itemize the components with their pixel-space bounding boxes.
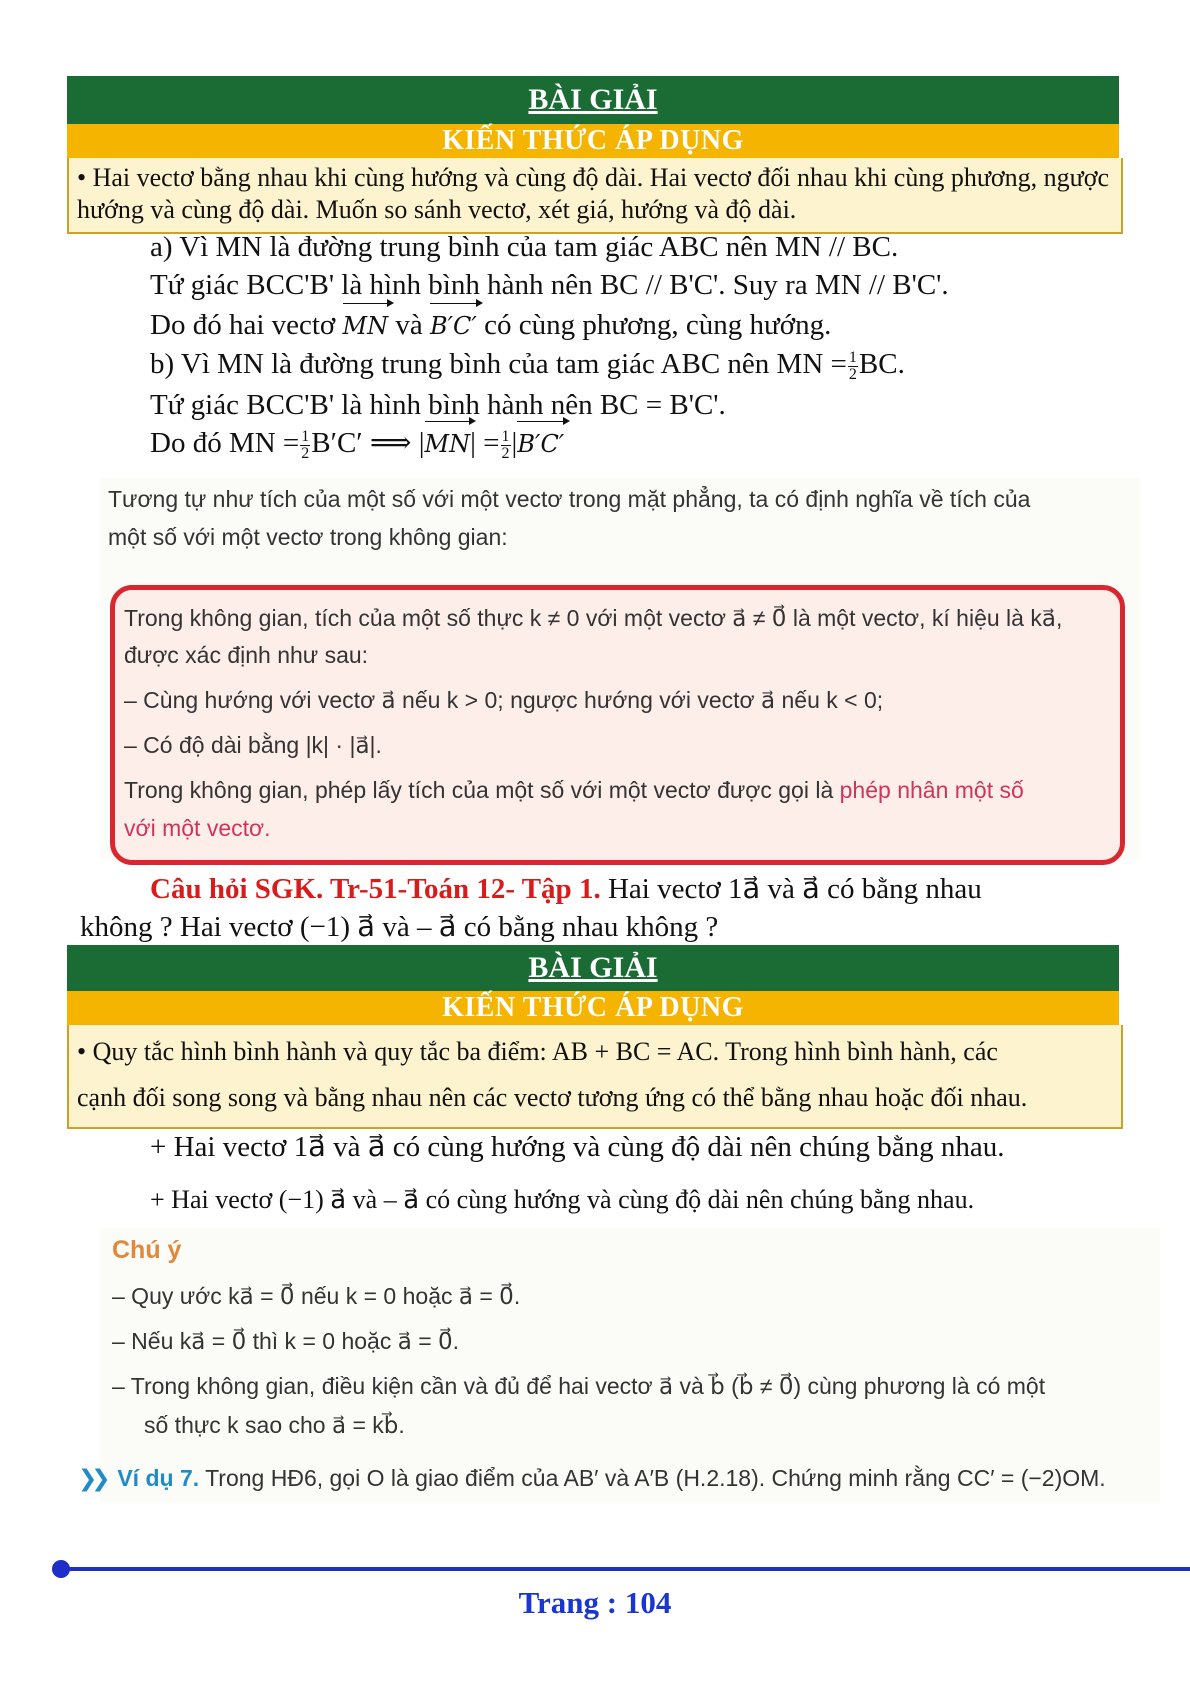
answer-a-line2: Tứ giác BCC'B' là hình bình hành nên BC // B'C'. Suy ra MN // B'C'. bbox=[150, 269, 949, 301]
fraction-half: $\frac{1}{2}$ bbox=[301, 427, 310, 462]
textbook-excerpt-note bbox=[100, 1228, 1160, 1503]
knowledge-box: • Hai vectơ bằng nhau khi cùng hướng và cùng độ dài. Hai vectơ đối nhau khi cùng phương, ngược hướng và cùng độ dài. Muốn so sánh vectơ, xét giá, hướng và độ dài. bbox=[67, 158, 1123, 234]
note-line3: – Trong không gian, điều kiện cần và đủ để hai vectơ a⃗ và b⃗ (b⃗ ≠ 0⃗) cùng phương là có một bbox=[112, 1373, 1046, 1399]
note-line1: – Quy ước ka⃗ = 0⃗ nếu k = 0 hoặc a⃗ = 0⃗. bbox=[112, 1283, 521, 1309]
text: | bbox=[511, 427, 518, 459]
knowledge-box-2 bbox=[67, 1025, 1123, 1129]
vector-bc-prime: B′C′ bbox=[517, 425, 564, 463]
question-line2: không ? Hai vectơ (−1) a⃗ và – a⃗ có bằng nhau không ? bbox=[80, 911, 719, 943]
definition-line3: – Cùng hướng với vectơ a⃗ nếu k > 0; ngược hướng với vectơ a⃗ nếu k < 0; bbox=[124, 687, 884, 713]
text: Do đó hai vectơ bbox=[150, 309, 336, 341]
text: B′C′ ⟹ | bbox=[311, 427, 425, 459]
solution-heading-2: BÀI GIẢI bbox=[67, 945, 1119, 991]
answer-b-line1 bbox=[150, 345, 905, 383]
knowledge-line1: • Quy tắc hình bình hành và quy tắc ba điểm: AB + BC = AC. Trong hình bình hành, các bbox=[77, 1037, 998, 1066]
note-line4: số thực k sao cho a⃗ = kb⃗. bbox=[144, 1412, 405, 1438]
solution-heading: BÀI GIẢI bbox=[67, 76, 1119, 124]
example-label: Ví dụ 7. bbox=[117, 1465, 200, 1491]
footer-divider bbox=[60, 1567, 1190, 1571]
note-title: Chú ý bbox=[112, 1236, 182, 1264]
definition-line2: được xác định như sau: bbox=[124, 642, 369, 668]
vector-mn: MN bbox=[343, 307, 389, 345]
answer-line1: + Hai vectơ 1a⃗ và a⃗ có cùng hướng và cùng độ dài nên chúng bằng nhau. bbox=[150, 1131, 1005, 1163]
answer-a-line1: a) Vì MN là đường trung bình của tam giác ABC nên MN // BC. bbox=[150, 231, 899, 263]
answer-b-line3 bbox=[150, 424, 564, 463]
fraction-half: $\frac{1}{2}$ bbox=[501, 427, 510, 462]
text: BC. bbox=[858, 348, 905, 380]
answer-line2: + Hai vectơ (−1) a⃗ và – a⃗ có cùng hướng và cùng độ dài nên chúng bằng nhau. bbox=[150, 1185, 975, 1214]
textbook-intro-line2: một số với một vectơ trong không gian: bbox=[108, 524, 508, 550]
question-line1: Câu hỏi SGK. Tr-51-Toán 12- Tập 1. Hai vectơ 1a⃗ và a⃗ có bằng nhau bbox=[150, 873, 982, 905]
vector-mn: MN bbox=[425, 425, 471, 463]
example-line: ❯❯ Ví dụ 7. Trong HĐ6, gọi O là giao điểm của AB′ và A′B (H.2.18). Chứng minh rằng CC′ = (−2)OM. bbox=[78, 1465, 1106, 1491]
text: | = bbox=[470, 427, 500, 459]
answer-b-line2: Tứ giác BCC'B' là hình bình hành nên BC = B'C'. bbox=[150, 389, 726, 421]
answer-a-line3 bbox=[150, 306, 831, 345]
definition-line5: Trong không gian, phép lấy tích của một số với một vectơ được gọi là phép nhân một số bbox=[124, 777, 1024, 803]
question-label: Câu hỏi SGK. Tr-51-Toán 12- Tập 1. bbox=[150, 873, 601, 905]
knowledge-heading-2: KIẾN THỨC ÁP DỤNG bbox=[67, 991, 1119, 1025]
knowledge-heading: KIẾN THỨC ÁP DỤNG bbox=[67, 124, 1119, 158]
text: Do đó MN = bbox=[150, 427, 300, 459]
text: b) Vì MN là đường trung bình của tam giác ABC nên MN = bbox=[150, 348, 847, 380]
text: có cùng phương, cùng hướng. bbox=[484, 309, 832, 341]
note-line2: – Nếu ka⃗ = 0⃗ thì k = 0 hoặc a⃗ = 0⃗. bbox=[112, 1328, 460, 1354]
definition-line6: với một vectơ. bbox=[124, 815, 271, 841]
double-chevron-icon: ❯❯ bbox=[78, 1465, 105, 1491]
knowledge-line2: cạnh đối song song và bằng nhau nên các vectơ tương ứng có thể bằng nhau hoặc đối nhau. bbox=[77, 1083, 1028, 1112]
textbook-intro-line1: Tương tự như tích của một số với một vectơ trong mặt phẳng, ta có định nghĩa về tích của bbox=[108, 486, 1031, 512]
fraction-half: $\frac{1}{2}$ bbox=[848, 348, 857, 383]
vector-bc-prime: B′C′ bbox=[430, 307, 477, 345]
definition-line4: – Có độ dài bằng |k| · |a⃗|. bbox=[124, 732, 382, 758]
text: và bbox=[395, 309, 423, 341]
footer-dot bbox=[52, 1560, 70, 1578]
page-number: Trang : 104 bbox=[518, 1585, 672, 1620]
definition-line1: Trong không gian, tích của một số thực k ≠ 0 với một vectơ a⃗ ≠ 0⃗ là một vectơ, kí hiệu là ka⃗, bbox=[124, 605, 1063, 631]
